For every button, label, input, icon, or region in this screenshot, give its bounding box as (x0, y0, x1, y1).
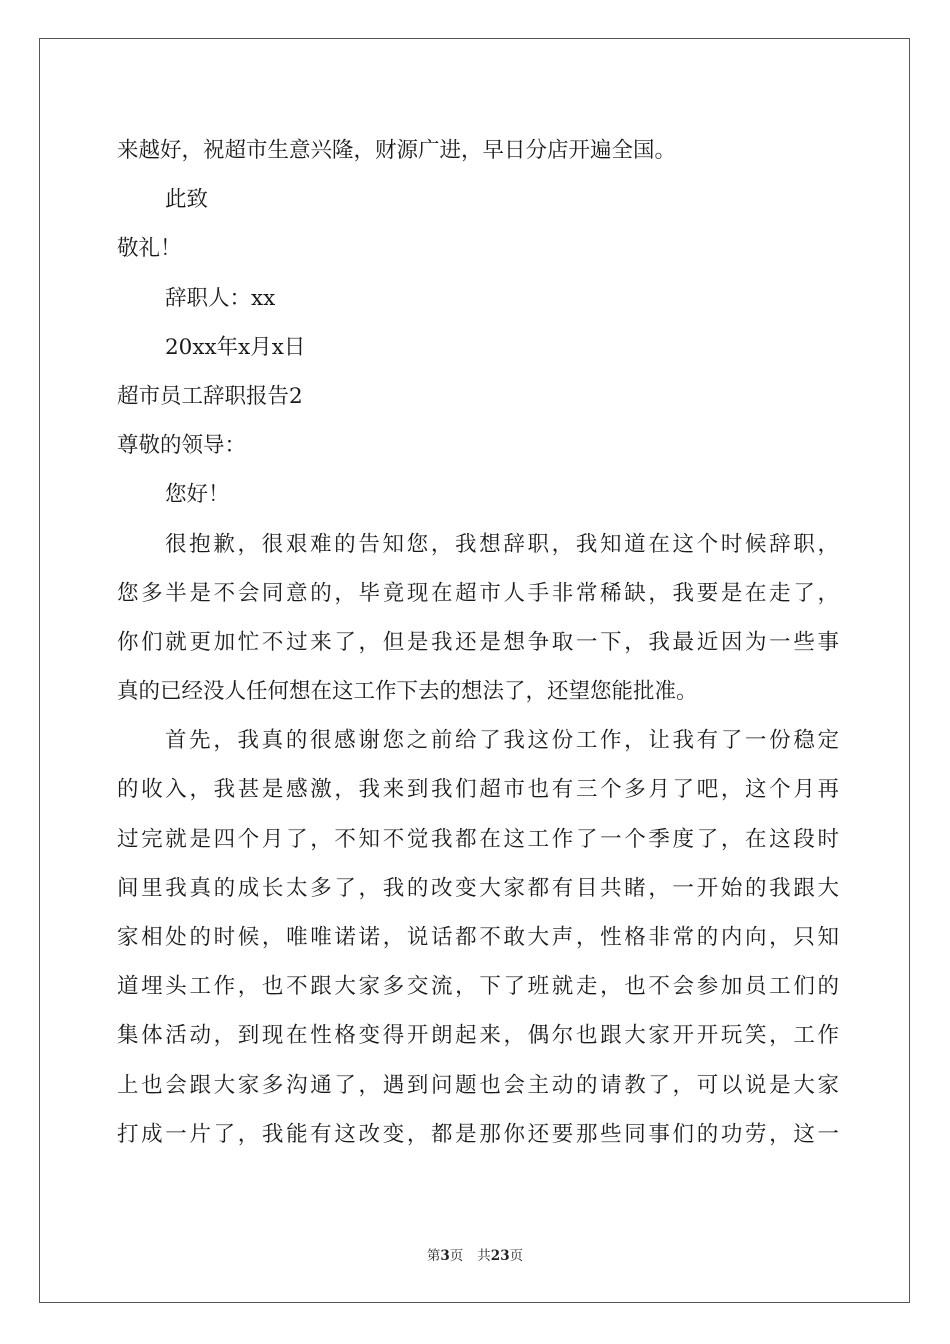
page-suffix: 页 (449, 1248, 464, 1264)
current-page-number: 3 (440, 1248, 450, 1264)
paragraph-line: 过完就是四个月了，不知不觉我都在这工作了一个季度了，在这段时 (117, 826, 839, 852)
salutation: 尊敬的领导： (117, 433, 247, 459)
total-suffix: 页 (509, 1248, 524, 1264)
paragraph-line: 打成一片了，我能有这改变，都是那你还要那些同事们的功劳，这一 (117, 1121, 839, 1147)
paragraph-line: 道埋头工作，也不跟大家多交流，下了班就走，也不会参加员工们的 (117, 974, 839, 1000)
paragraph-line: 很抱歉，很艰难的告知您，我想辞职，我知道在这个时候辞职， (165, 531, 839, 557)
paragraph-line: 家相处的时候，唯唯诺诺，说话都不敢大声，性格非常的内向，只知 (117, 925, 839, 950)
total-prefix: 共 (477, 1248, 491, 1264)
total-pages-number: 23 (490, 1248, 510, 1264)
text-line-4: 辞职人：xx (165, 285, 276, 311)
paragraph-line: 真的已经没人任何想在这工作下去的想法了，还望您能批准。 (117, 679, 698, 705)
paragraph-line: 您多半是不会同意的，毕竟现在超市人手非常稀缺，我要是在走了， (117, 580, 839, 606)
text-line-2: 此致 (165, 187, 209, 213)
text-line-5: 20xx年x月x日 (165, 334, 306, 360)
page-prefix: 第 (426, 1248, 441, 1264)
paragraph-line: 你们就更加忙不过来了，但是我还是想争取一下，我最近因为一些事 (117, 629, 839, 655)
paragraph-line: 首先，我真的很感谢您之前给了我这份工作，让我有了一份稳定 (165, 728, 839, 754)
text-line-1: 来越好，祝超市生意兴隆，财源广进，早日分店开遍全国。 (117, 138, 677, 163)
paragraph-line: 间里我真的成长太多了，我的改变大家都有目共睹，一开始的我跟大 (117, 875, 839, 901)
page-footer (0, 1244, 950, 1264)
paragraph-line: 的收入，我甚是感激，我来到我们超市也有三个多月了吧，这个月再 (117, 777, 839, 803)
paragraph-line: 集体活动，到现在性格变得开朗起来，偶尔也跟大家开开玩笑，工作 (117, 1023, 839, 1049)
paragraph-line: 上也会跟大家多沟通了，遇到问题也会主动的请教了，可以说是大家 (117, 1072, 839, 1098)
document-body (117, 126, 839, 1159)
text-line-3: 敬礼！ (117, 236, 182, 262)
section-title: 超市员工辞职报告2 (117, 383, 303, 409)
greeting: 您好！ (165, 482, 230, 508)
